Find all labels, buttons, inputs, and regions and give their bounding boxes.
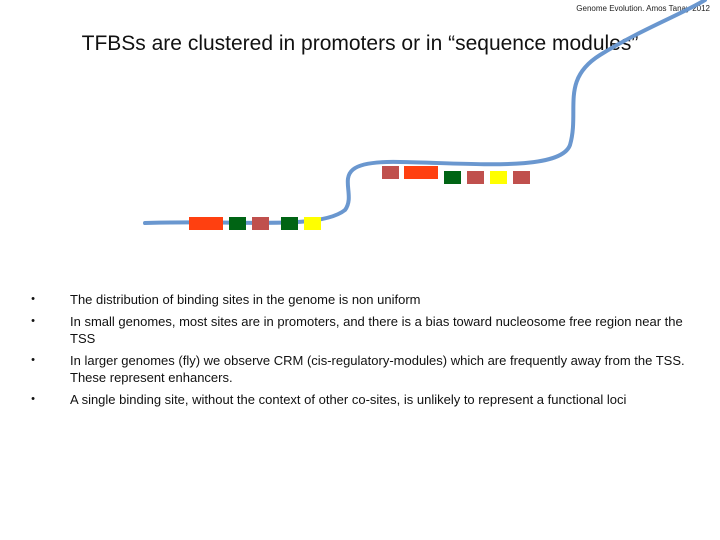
binding-site-red bbox=[404, 166, 438, 179]
slide-title: TFBSs are clustered in promoters or in “sequence modules” bbox=[81, 32, 639, 55]
bullet-dot-icon: • bbox=[31, 353, 35, 366]
binding-site-rose bbox=[252, 217, 269, 230]
slide-credit: Genome Evolution. Amos Tanay 2012 bbox=[576, 4, 710, 13]
bullet-text: A single binding site, without the context of other co-sites, is unlikely to represent a functional loci bbox=[70, 391, 627, 407]
bullet-text: In larger genomes (fly) we observe CRM (cis-regulatory-modules) which are frequently away from the TSS. These represent enhancers. bbox=[70, 352, 685, 385]
binding-site-green bbox=[281, 217, 298, 230]
bullet-item bbox=[28, 352, 708, 387]
bullet-dot-icon: • bbox=[31, 293, 35, 305]
binding-site-rose bbox=[513, 171, 530, 184]
right-module bbox=[382, 166, 530, 184]
dna-strand bbox=[145, 0, 705, 223]
bullet-item bbox=[28, 391, 708, 409]
binding-site-rose bbox=[382, 166, 399, 179]
bullet-dot-icon: • bbox=[31, 314, 35, 327]
binding-site-green bbox=[229, 217, 246, 230]
bullet-list bbox=[28, 291, 708, 412]
bullet-dot-icon: • bbox=[31, 392, 35, 405]
binding-site-red bbox=[189, 217, 223, 230]
binding-site-yellow bbox=[304, 217, 321, 230]
bullet-item bbox=[28, 313, 708, 348]
bullet-text: The distribution of binding sites in the genome is non uniform bbox=[70, 292, 421, 307]
binding-site-rose bbox=[467, 171, 484, 184]
binding-site-yellow bbox=[490, 171, 507, 184]
binding-site-green bbox=[444, 171, 461, 184]
bullet-text: In small genomes, most sites are in promoters, and there is a bias toward nucleosome free region near the TSS bbox=[70, 313, 683, 346]
bullet-item bbox=[28, 291, 708, 309]
